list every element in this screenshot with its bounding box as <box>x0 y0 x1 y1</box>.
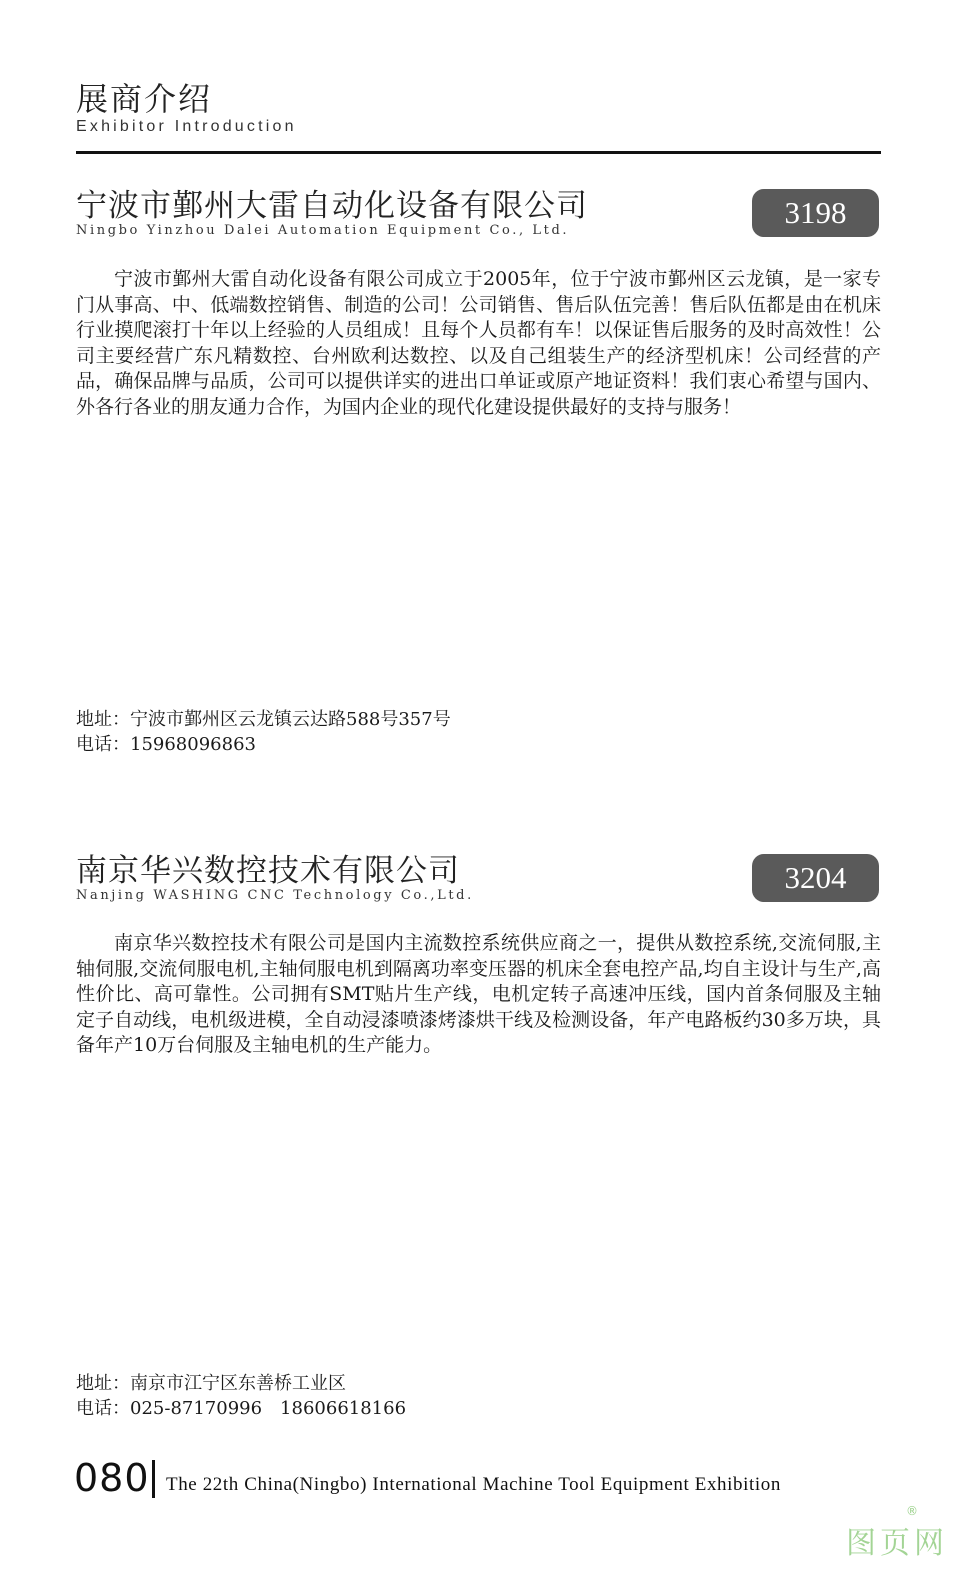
exhibitor-2-booth-badge: 3204 <box>752 854 879 902</box>
exhibitor-2-contact <box>76 1371 406 1421</box>
exhibition-name: The 22th China(Ningbo) International Machine Tool Equipment Exhibition <box>166 1474 781 1495</box>
exhibitor-1-phone: 电话：15968096863 <box>76 734 256 755</box>
exhibitor-2-phone: 电话：025-87170996 18606618166 <box>76 1398 407 1419</box>
exhibitor-1-address: 地址：宁波市鄞州区云龙镇云达路588号357号 <box>76 709 451 730</box>
watermark-logo: 图页网 <box>846 1526 948 1561</box>
registered-mark-icon: ® <box>906 1504 918 1518</box>
exhibitor-1-description: 宁波市鄞州大雷自动化设备有限公司成立于2005年，位于宁波市鄞州区云龙镇，是一家专门从事高、中、低端数控销售、制造的公司！公司销售、售后队伍完善！售后队伍都是由在机床行业摸爬滚打十年以上经验的人员组成！且每个人员都有车！以保证售后服务的及时高效性！公司主要经营广东凡精数控、台州欧利达数控、以及自己组装生产的经济型机床！公司经营的产品，确保品牌与品质，公司可以提供详实的进出口单证或原产地证资料！我们衷心希望与国内、外各行各业的朋友通力合作，为国内企业的现代化建设提供最好的支持与服务！ <box>76 268 881 418</box>
section-title: 展商介绍 <box>76 80 213 118</box>
exhibitor-1-booth-badge: 3198 <box>752 189 879 237</box>
exhibitor-2-address: 地址：南京市江宁区东善桥工业区 <box>76 1373 346 1394</box>
section-subtitle: Exhibitor Introduction <box>76 118 297 135</box>
exhibitor-2-name-en: Nanjing WASHING CNC Technology Co.,Ltd. <box>76 888 474 903</box>
footer-divider <box>152 1460 155 1498</box>
exhibitor-1-name-en: Ningbo Yinzhou Dalei Automation Equipment Co., Ltd. <box>76 223 570 238</box>
header-divider <box>76 151 881 154</box>
page-number: 080 <box>74 1456 150 1500</box>
exhibitor-2-description: 南京华兴数控技术有限公司是国内主流数控系统供应商之一，提供从数控系统,交流伺服,主轴伺服,交流伺服电机,主轴伺服电机到隔离功率变压器的机床全套电控产品,均自主设计与生产,高性价比、高可靠性。公司拥有SMT贴片生产线，电机定转子高速冲压线，国内首条伺服及主轴定子自动线，电机级进模，全自动浸漆喷漆烤漆烘干线及检测设备，年产电路板约30多万块，具备年产10万台伺服及主轴电机的生产能力。 <box>76 932 881 1057</box>
exhibitor-2-name-cn: 南京华兴数控技术有限公司 <box>76 853 460 889</box>
exhibitor-1-name-cn: 宁波市鄞州大雷自动化设备有限公司 <box>76 188 588 224</box>
exhibitor-1-contact <box>76 707 451 757</box>
